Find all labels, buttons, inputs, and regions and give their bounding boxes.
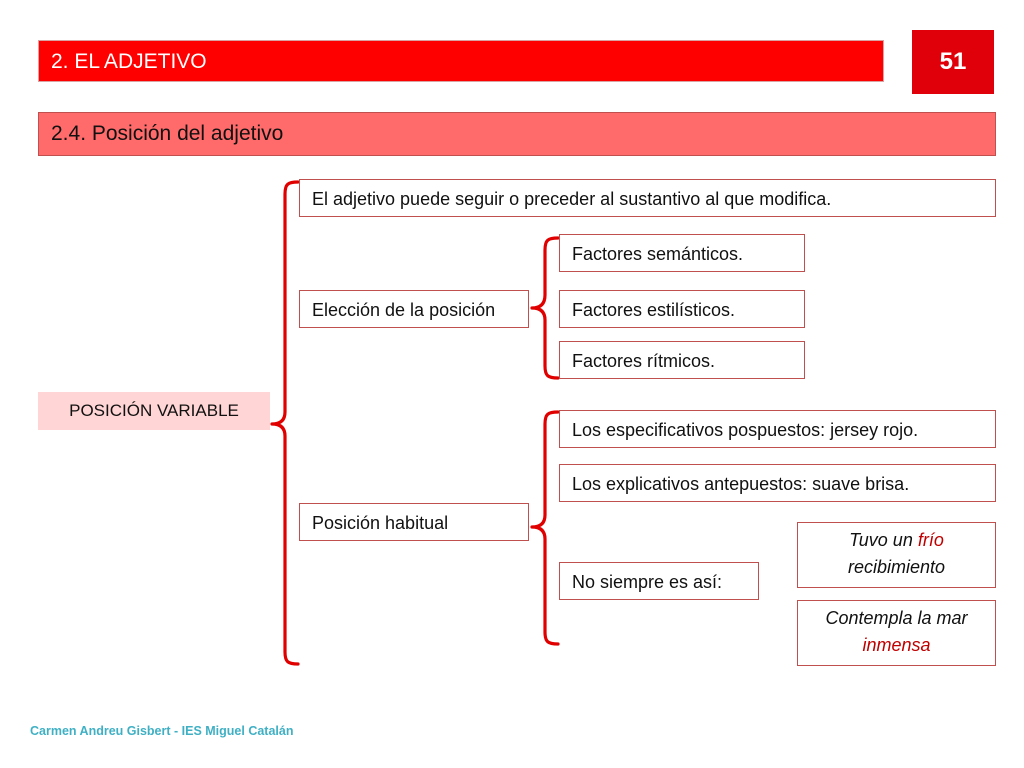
habitual-brace [532,412,558,644]
footer-credit: Carmen Andreu Gisbert - IES Miguel Catalán [30,724,294,738]
example-text: Tuvo un [849,530,918,550]
rule-node: Los especificativos pospuestos: jersey rojo. [559,410,996,448]
factors-brace [532,238,558,378]
example-text: Contempla la mar [825,608,968,628]
factor-node: Factores rítmicos. [559,341,805,379]
example-text: recibimiento [847,557,946,577]
statement-node: El adjetivo puede seguir o preceder al sustantivo al que modifica. [299,179,996,217]
habitual-node: Posición habitual [299,503,529,541]
choice-node: Elección de la posición [299,290,529,328]
main-brace [272,182,298,664]
page-number: 51 [912,30,994,94]
exception-node: No siempre es así: [559,562,759,600]
subsection-title: 2.4. Posición del adjetivo [38,112,996,156]
example-node [797,600,996,666]
rule-node: Los explicativos antepuestos: suave brisa. [559,464,996,502]
section-title: 2. EL ADJETIVO [38,40,884,82]
highlighted-word: inmensa [862,635,931,655]
factor-node: Factores semánticos. [559,234,805,272]
highlighted-word: frío [917,530,944,550]
root-node: POSICIÓN VARIABLE [38,392,270,430]
example-node [797,522,996,588]
factor-node: Factores estilísticos. [559,290,805,328]
